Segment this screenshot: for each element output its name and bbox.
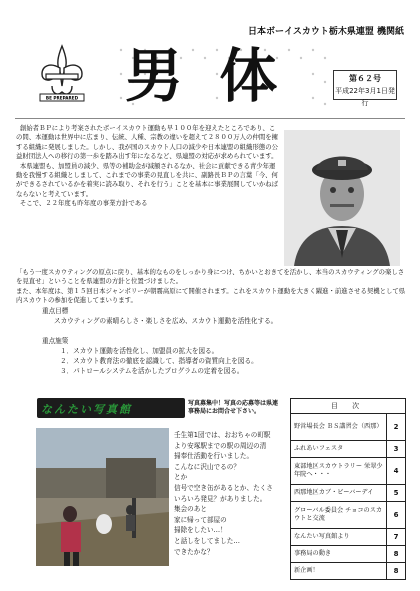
toc-row[interactable] (291, 414, 405, 441)
newsletter-title: 男 体 (125, 42, 286, 110)
spacer (42, 326, 402, 334)
header-divider (15, 118, 405, 119)
photo-gallery-title: なんたい写真館 (41, 403, 132, 416)
caption-line: できたかな？ (174, 547, 214, 556)
measure-item: ３．パトロールシステムを活かしたプログラムの定着を図る。 (60, 367, 244, 375)
toc-page: 4 (393, 467, 399, 475)
key-goals-section (42, 306, 402, 376)
issue-box (333, 70, 397, 107)
toc-page: 2 (393, 423, 399, 431)
caption-line: 掃奉仕活動を行いました。 (174, 452, 254, 461)
article-continued (16, 268, 406, 306)
caption-line: 集会のあと (174, 505, 207, 514)
caption-line: 家に帰って部屋の (174, 515, 227, 524)
toc-heading: 目 次 (291, 399, 405, 414)
article-paragraph: 本県連盟も、加盟員の減少、県等の補助金が減額されるなか、社会に貢献できる青少年運動を我慢する組織としまして、これまでの事業の見直しを共に、副路長ＢＰの言葉「今、何ができるされているかを着実に読み取り、それを行う」ことを基本に事業展開していかねばならないと考えています。 (16, 161, 279, 198)
toc-title: 東部地区スカウトラリー 栄翠少年院へ・・・ (291, 458, 387, 484)
caption-line: 壬生第1団では、おおちゃの町駅 (174, 431, 271, 439)
caption-line: 掃除をしたい…！ (174, 526, 227, 535)
svg-text:BE PREPARED: BE PREPARED (45, 95, 79, 101)
table-of-contents (290, 398, 406, 580)
toc-row[interactable] (291, 441, 405, 458)
toc-page: 3 (393, 445, 399, 453)
goals-heading: 重点目標 (42, 307, 69, 315)
toc-row[interactable] (291, 546, 405, 563)
toc-title: 新企画！ (291, 563, 387, 579)
toc-row[interactable] (291, 485, 405, 502)
measures-heading: 重点施策 (42, 337, 69, 345)
toc-row[interactable] (291, 502, 405, 529)
toc-page: 6 (393, 511, 399, 519)
article-paragraph: また、本年度は、第１５回日本ジャンボリーが朝霧高原にて開催されます。これをスカウト運動を大きく躍進・前進させる契機として県内スカウトの参加を促進してまいります。 (16, 286, 406, 305)
toc-page: 8 (393, 550, 399, 558)
toc-title: グローバル委員会 チョコのスカウトと交流 (291, 502, 387, 528)
caption-line: 信号で空き缶があるとか、たくさ (174, 483, 273, 492)
toc-title: 野営場長会 ＢＳ講習会（西那） (291, 414, 387, 440)
article-paragraph: そこで、２２年度も昨年度の事業方針である (19, 199, 148, 208)
portrait-photo (284, 130, 400, 266)
toc-title: なんたい写真館より (291, 529, 387, 545)
photo-submission-notice: 写真募集中！写真の応募等は県連事務局にお問合せ下さい。 (188, 400, 279, 415)
goals-text: スカウティングの素晴らしさ・楽しさを広め、スカウト運動を活性化する。 (54, 317, 278, 325)
toc-page: 5 (393, 489, 399, 497)
toc-page: 7 (393, 533, 399, 541)
caption-line: と話しをしてました… (174, 536, 240, 545)
measure-item: １．スカウト運動を活性化し、加盟員の拡大を図る。 (60, 347, 219, 355)
toc-title: 西那地区カブ・ビーバーデイ (291, 485, 387, 501)
scout-emblem-icon (30, 42, 94, 106)
caption-line: とか (174, 473, 188, 482)
toc-page: 8 (393, 567, 399, 575)
photo-caption (174, 430, 282, 557)
article-paragraph: 創始者ＢＰにより考案されたボーイスカウト運動も早１００年を迎えたところであり、この間、本運動は世界中に広まり、伝統、人種、宗教の違いを超えて２８００万人の仲間を擁する組織に発展しました。しかし、我が国のスカウト人口の減少や日本連盟の組織形態の公益財団法人への移行の第一歩を踏み出す年になるなど、県連盟の対応が求められています。 (16, 124, 279, 161)
toc-row[interactable] (291, 563, 405, 579)
toc-row[interactable] (291, 458, 405, 485)
caption-line: より安塚駅までの駅の周辺の清 (174, 441, 267, 450)
organization-name: 日本ボーイスカウト栃木県連盟 機関紙 (247, 27, 404, 37)
toc-row[interactable] (291, 529, 405, 546)
issue-number: 第６２号 (349, 74, 381, 83)
article-body (16, 124, 278, 209)
issue-date: 平成22年3月1日発行 (335, 87, 395, 107)
toc-title: ふれあいフェスタ (291, 441, 387, 457)
cleanup-activity-photo (36, 428, 169, 566)
article-paragraph: 「もう一度スカウティングの原点に戻り、基本的なものをしっかり身につけ、ちかいとおきてを活かし、本当のスカウティングの楽しさを見直せ」ということを県連盟の方針と位置づけました。 (16, 268, 405, 286)
measure-item: ２．スカウト教育法の徹底を認識して、指導者の資質向上を図る。 (60, 357, 258, 365)
caption-line: いろいろ発見？がありました。 (174, 494, 267, 503)
caption-line: こんなに沢山でるの？ (174, 462, 240, 471)
toc-title: 事務局の動き (291, 546, 387, 562)
